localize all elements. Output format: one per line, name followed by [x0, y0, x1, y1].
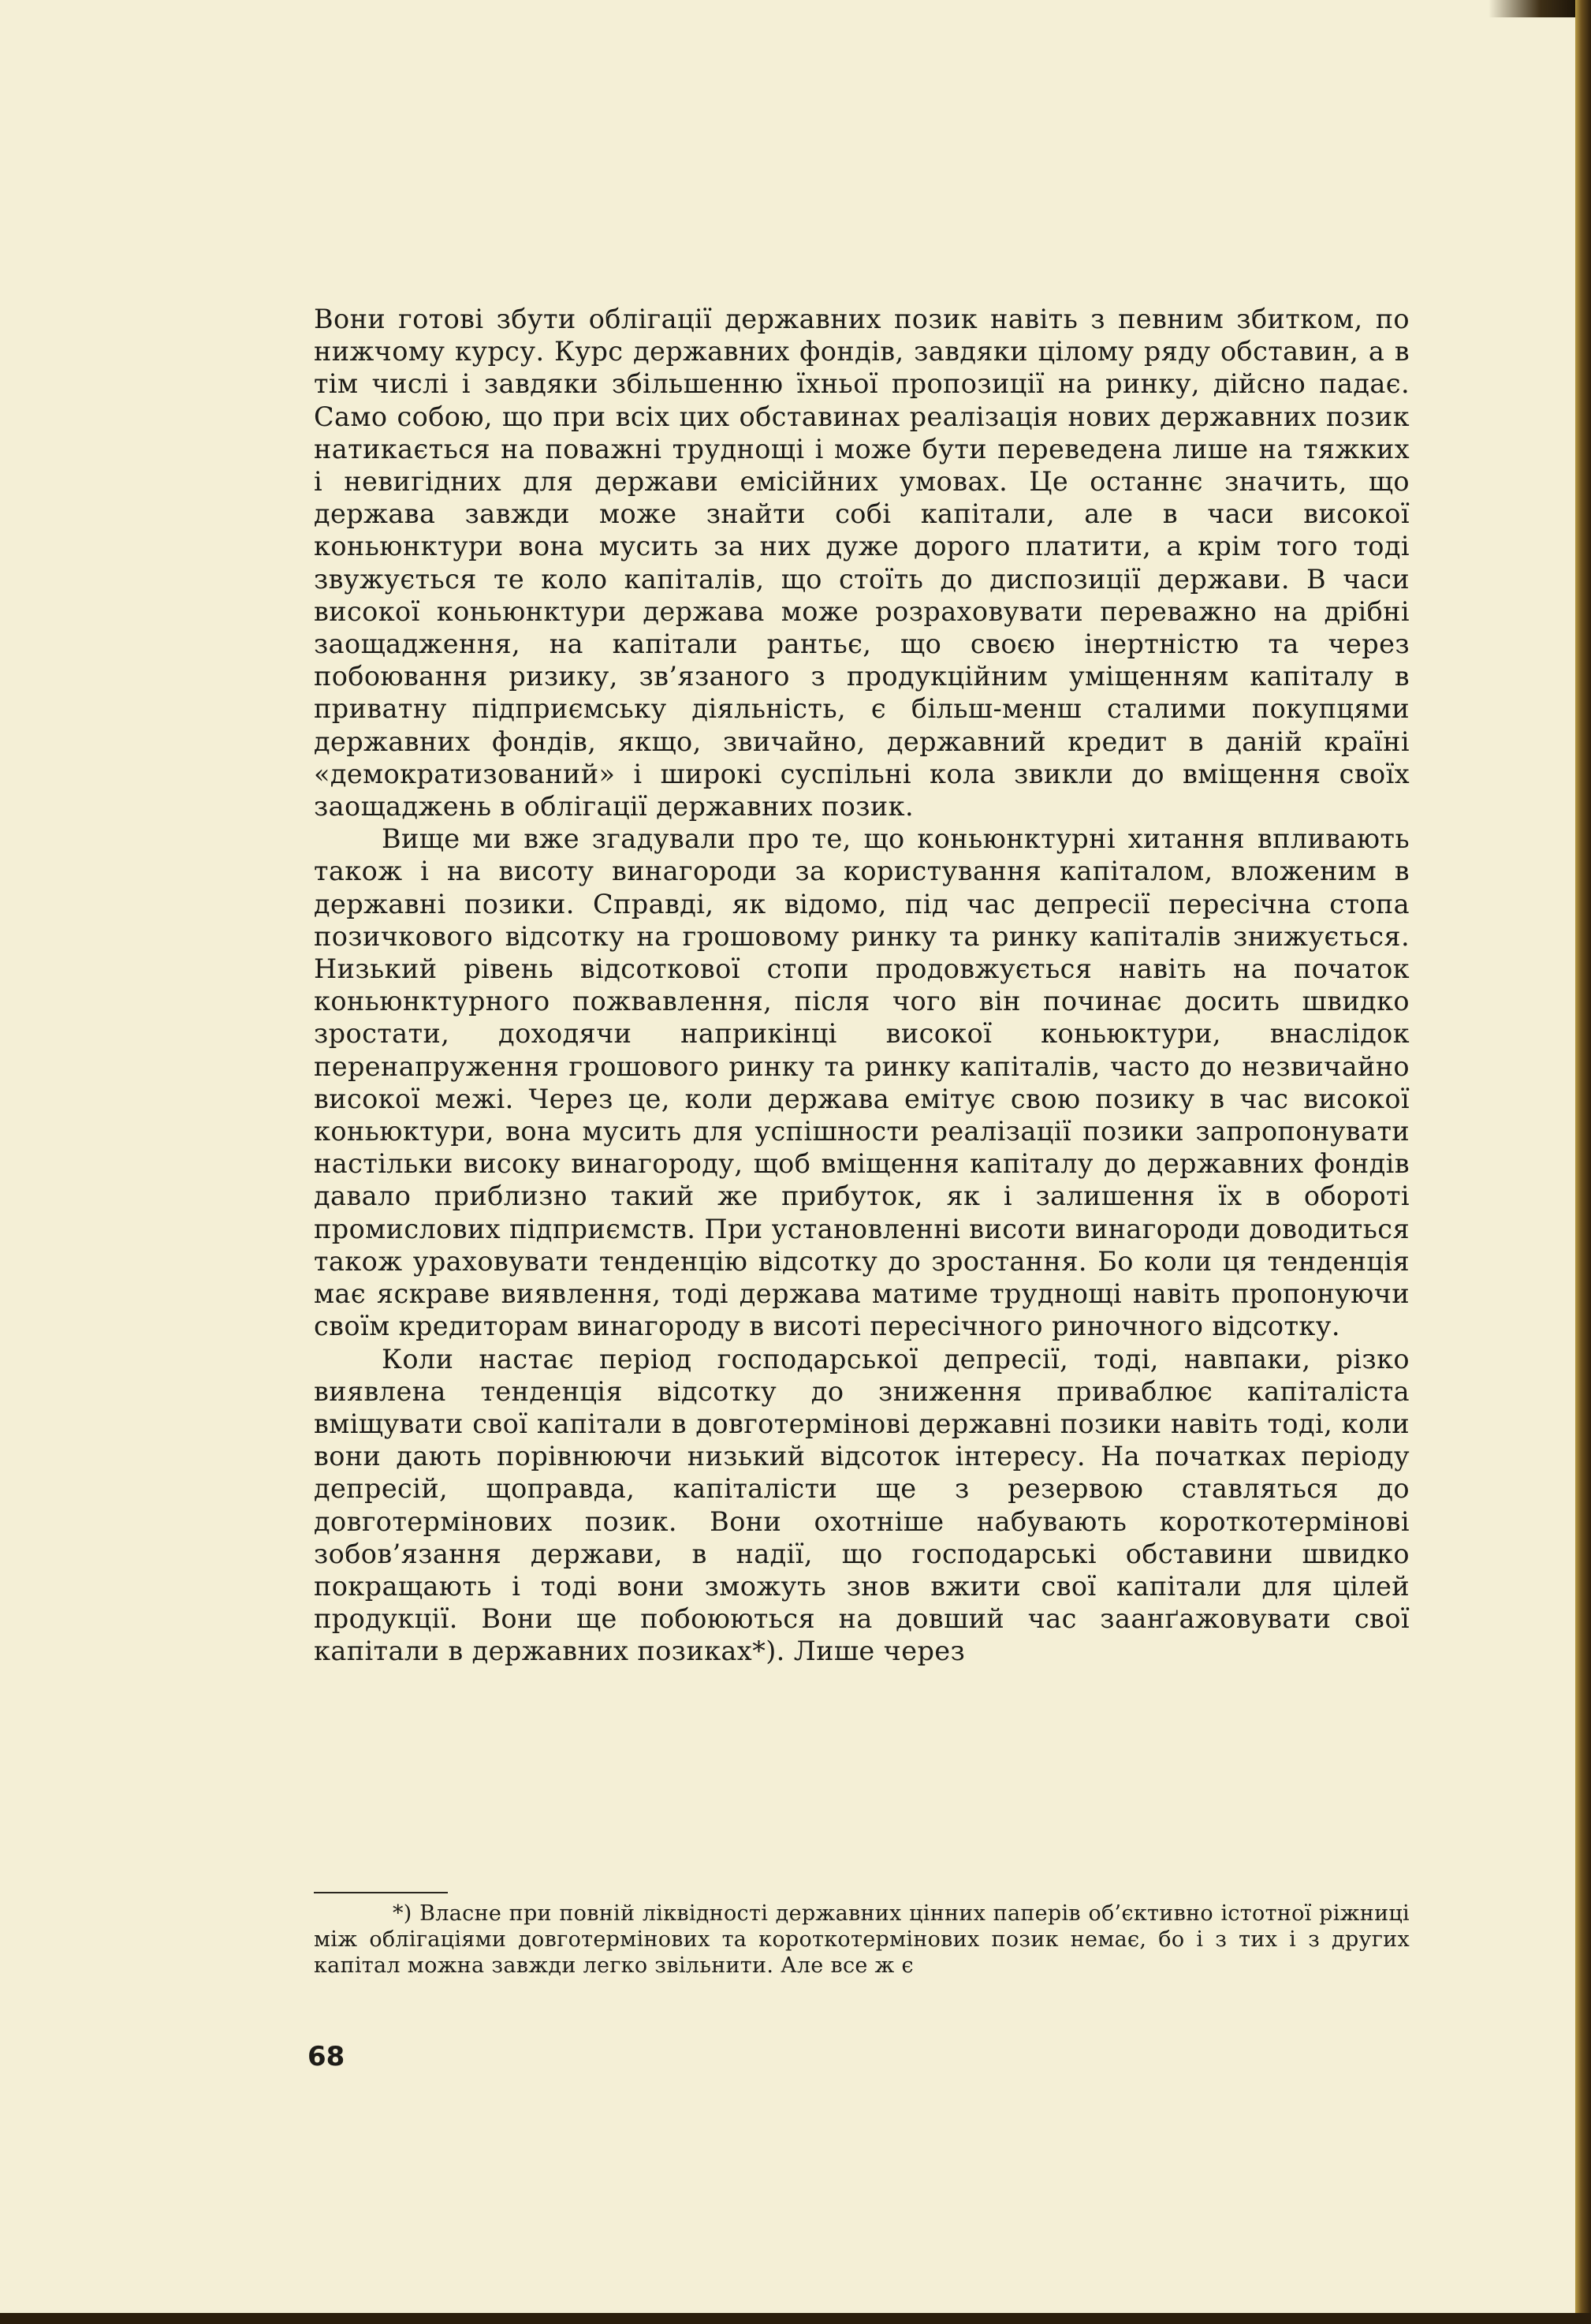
- paragraph-3: Коли настає період господарської депресії, тоді, навпаки, різко виявлена тенденція відсотку до зниження приваблює капіталіста вміщувати свої капітали в довготермінові державні позики навіть тоді, коли вони дають порівнюючи низький відсоток інтересу. На початках періоду депресій, щоправда, капіталісти ще з резервою ставляться до довготермінових позик. Вони охотніше набувають короткотермінові зобов’язання держави, в надії, що господарські обставини швидко покращають і тоді вони зможуть знов вжити свої капітали для цілей продукції. Вони ще побоюються на довший час заанґажовувати свої капітали в державних позиках*). Лише через: [314, 1343, 1410, 1667]
- paragraph-2: Вище ми вже згадували про те, що коньюнктурні хитання впливають також і на висоту винагороди за користування капіталом, вложеним в державні позики. Справді, як відомо, під час депресії пересічна стопа позичкового відсотку на грошовому ринку та ринку капіталів знижується. Низький рівень відсоткової стопи продовжується навіть на початок коньюнктурного пожвавлення, після чого він починає досить швидко зростати, доходячи наприкінці високої коньюктури, внаслідок перенапруження грошового ринку та ринку капіталів, часто до незвичайно високої межі. Через це, коли держава емітує свою позику в час високої коньюктури, вона мусить для успішности реалізації позики запропонувати настільки високу винагороду, щоб вміщення капіталу до державних фондів давало приблизно такий же прибуток, як і залишення їх в обороті промислових підприємств. При установленні висоти винагороди доводиться також ураховувати тенденцію відсотку до зростання. Бо коли ця тенденція має яскраве виявлення, тоді держава матиме труднощі навіть пропонуючи своїм кредиторам винагороду в висоті пересічного риночного відсотку.: [314, 823, 1410, 1342]
- scan-corner-shadow: [1489, 0, 1575, 17]
- scan-edge-bottom: [0, 2313, 1591, 2324]
- page-number: 68: [307, 2041, 345, 2072]
- footnote: *) Власне при повній ліквідності державних цінних паперів об’єктивно істотної ріжниці між облігаціями довготермінових та короткотермінових позик немає, бо і з тих і з других капітал можна завжди легко звільнити. Але все ж є: [314, 1901, 1410, 1978]
- footnote-separator: [314, 1892, 448, 1893]
- scan-edge-right: [1575, 0, 1591, 2324]
- body-text: [314, 303, 1410, 1668]
- paragraph-1: Вони готові збути облігації державних позик навіть з певним збитком, по нижчому курсу. Курс державних фондів, завдяки цілому ряду обставин, а в тім числі і завдяки збільшенню їхньої пропозиції на ринку, дійсно падає. Само собою, що при всіх цих обставинах реалізація нових державних позик натикається на поважні труднощі і може бути переведена лише на тяжких і невигідних для держави емісійних умовах. Це останнє значить, що держава завжди може знайти собі капітали, але в часи високої коньюнктури вона мусить за них дуже дорого платити, а крім того тоді звужується те коло капіталів, що стоїть до диспозиції держави. В часи високої коньюнктури держава може розраховувати переважно на дрібні заощадження, на капітали рантьє, що своєю інертністю та через побоювання ризику, зв’язаного з продукційним уміщенням капіталу в приватну підприємську діяльність, є більш-менш сталими покупцями державних фондів, якщо, звичайно, державний кредит в даній країні «демократизований» і широкі суспільні кола звикли до вміщення своїх заощаджень в облігації державних позик.: [314, 304, 1410, 823]
